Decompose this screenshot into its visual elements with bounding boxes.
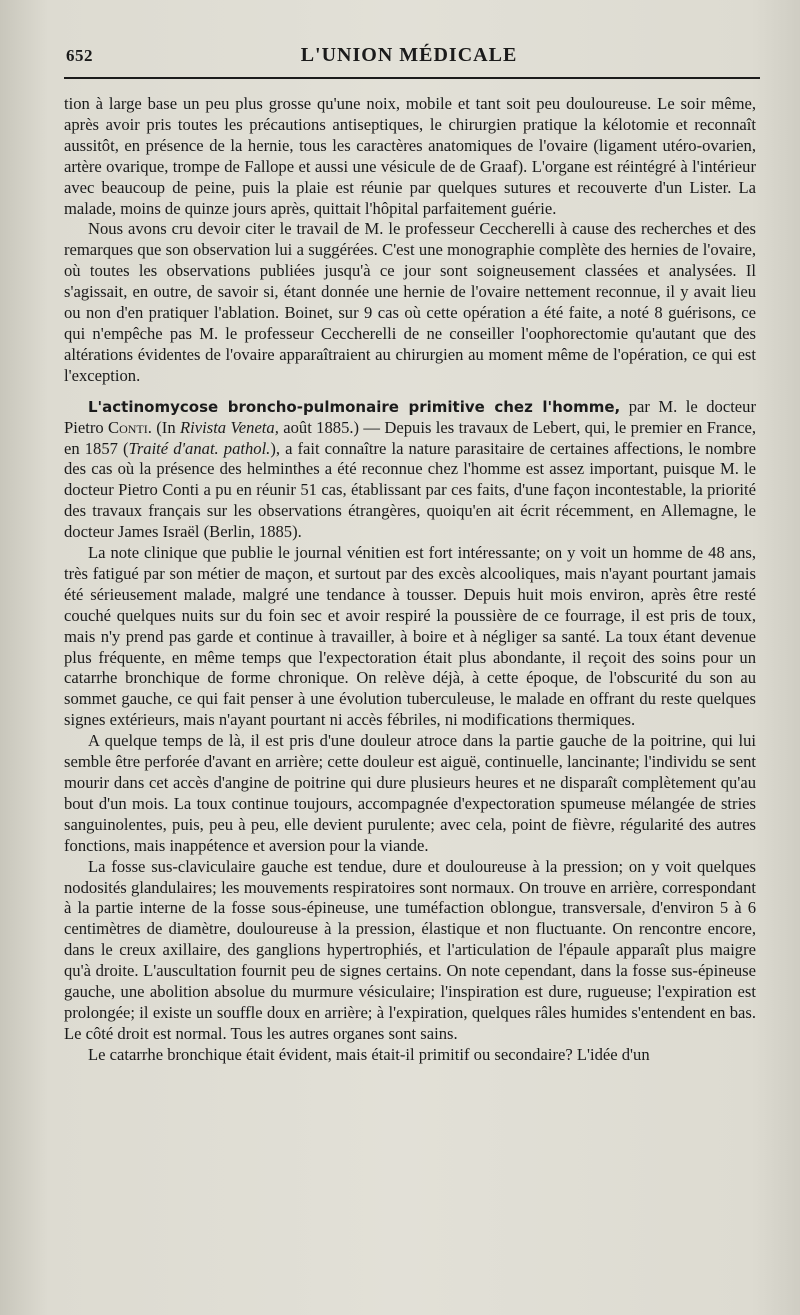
article-ref-rest: août 1885.) — Depuis les travaux de Lebert, qui, le premier en France, en 1857 ( bbox=[64, 417, 756, 458]
paragraph-catarrh: Le catarrhe bronchique était évident, mais était-il primitif ou secondaire? L'idée d'un bbox=[88, 1044, 650, 1064]
article-ref-open: . (In bbox=[147, 417, 181, 437]
article-journal: Rivista Veneta, bbox=[180, 417, 279, 437]
paragraph-chest-pain: A quelque temps de là, il est pris d'une douleur atroce dans la partie gauche de la poitrine, qui lui semble être perforée d'avant en arrière; cette douleur est aiguë, continuelle, lancinante; l'individu se sent mourir dans cet accès d'angine de poitrine qui dure plusieurs heures et ne disparaît complètement qu'au bout d'un mois. La toux continue toujours, accompagnée d'expectoration spumeuse mélangée de stries sanguinolentes, puis, peu à peu, elle devient purulente; avec cela, point de fièvre, régularité des autres fonctions, mais inappétence et aversion pour la viande. bbox=[64, 731, 756, 855]
article-title: L'actinomycose broncho-pulmonaire primitive chez l'homme, bbox=[88, 397, 621, 416]
header-rule bbox=[64, 77, 760, 79]
paragraph-clinical-note: La note clinique que publie le journal vénitien est fort intéressante; on y voit un homme de 48 ans, très fatigué par son métier de maçon, et surtout par des excès alcooliques, mais n'ayant pourtant jamais été sérieusement malade, malgré une tendance à tousser. Depuis huit mois environ, après être resté couché quelques nuits sur du foin sec et avoir respiré la poussière de ce fourrage, il est pris de toux, mais n'y prend pas garde et continue à travailler, à boire et à négliger sa santé. La toux étant devenue plus fréquente, en même temps que l'expectoration était plus abondante, il reçoit des soins pour un catarrhe bronchique de forme chronique. On relève déjà, à cette époque, de l'obscurité du son au sommet gauche, ce qui fait penser à une évolution tuberculeuse, le malade en offrant du reste quelques signes extérieurs, mais n'ayant pourtant ni accès fébriles, ni modifications thermiques. bbox=[64, 543, 756, 730]
paragraph-ceccherelli: Nous avons cru devoir citer le travail de M. le professeur Ceccherelli à cause des recherches et des remarques que son observation lui a suggérées. C'est une monographie complète des hernies de l'ovaire, où toutes les observations publiées jusqu'à ce jour sont soigneusement classées et analysées. Il s'agissait, en outre, de savoir si, étant donnée une hernie de l'ovaire nettement reconnue, il y avait lieu ou non d'en pratiquer l'ablation. Boinet, sur 9 cas où cette opération a été faite, a noté 8 guérisons, ce qui n'empêche pas M. le professeur Ceccherelli de ne conseiller l'oophorectomie qu'autant que des altérations évidentes de l'ovaire apparaîtraient au chirurgien au moment même de l'opération, ce qui est l'exception. bbox=[64, 219, 756, 385]
article-book: Traité d'anat. pathol. bbox=[128, 438, 271, 458]
body-text bbox=[64, 94, 756, 1066]
paragraph-actinomycose bbox=[64, 397, 756, 543]
article-lead: par M. le docteur Pietro bbox=[64, 396, 756, 437]
article-rest: ), a fait connaître la nature parasitaire de certaines affections, le nombre des cas où la présence des helminthes a été reconnue chez l'homme est assez important, puisque M. le docteur Pietro Conti a pu en réunir 51 cas, établissant par ces faits, d'une façon incontestable, la priorité des travaux français sur les observations étrangères, quoiqu'en ait écrit récemment, en Allemagne, le docteur James Israël (Berlin, 1885). bbox=[64, 438, 756, 542]
article-author: Conti bbox=[108, 417, 148, 437]
paragraph-examination: La fosse sus-claviculaire gauche est tendue, dure et douloureuse à la pression; on y voit quelques nodosités glandulaires; les mouvements respiratoires sont normaux. On trouve en arrière, correspondant à la partie interne de la fosse sous-épineuse, une tuméfaction oblongue, transversale, d'environ 5 à 6 centimètres de diamètre, douloureuse à la pression, élastique et non fluctuante. On rencontre encore, dans le creux axillaire, des ganglions hypertrophiés, et l'articulation de l'épaule apparaît plus maigre qu'à droite. L'auscultation fournit peu de signes certains. On note cependant, dans la fosse sus-épineuse gauche, une abolition absolue du murmure vésiculaire; l'inspiration est dure, rugueuse; l'expiration est prolongée; il existe un souffle doux en arrière; à l'expiration, quelques râles humides s'entendent en bas. Le côté droit est normal. Tous les autres organes sont sains. bbox=[64, 856, 756, 1043]
running-title: L'UNION MÉDICALE bbox=[300, 44, 518, 66]
paragraph-continuation: tion à large base un peu plus grosse qu'une noix, mobile et tant soit peu douloureuse. Le soir même, après avoir pris toutes les précautions antiseptiques, le chirurgien pratique la kélotomie et reconnaît aussitôt, en présence de la hernie, tous les caractères anatomiques de l'ovaire (ligament utéro-ovarien, artère ovarique, trompe de Fallope et aussi une vésicule de de Graaf). L'organe est réintégré à l'intérieur avec beaucoup de peine, puis la plaie est réunie par quelques sutures et recouverte d'un Lister. La malade, moins de quinze jours après, quittait l'hôpital parfaitement guérie. bbox=[64, 94, 756, 218]
page-number: 652 bbox=[66, 46, 93, 65]
page-header bbox=[66, 44, 752, 70]
